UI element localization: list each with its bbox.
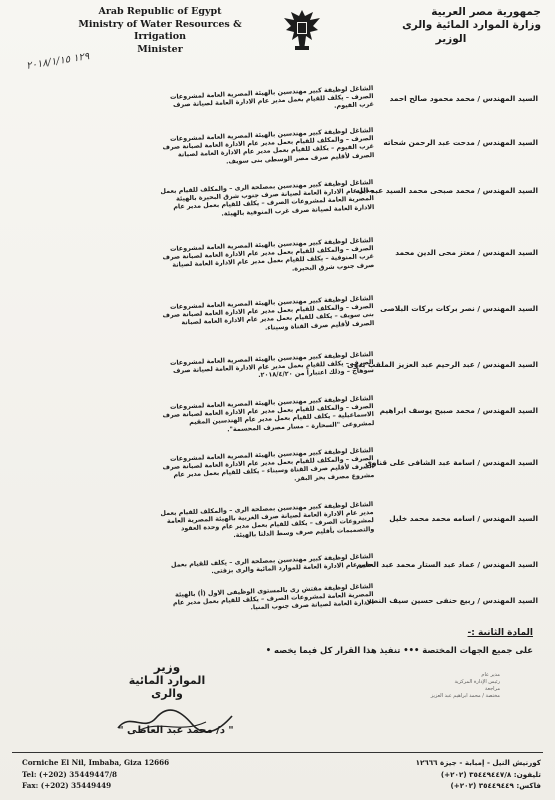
entry-name: السيد المهندس / ربيع حنفى حسين سيف النصر	[366, 596, 538, 605]
entry-duty: الشاغل لوظيفة كبير مهندسين بالهيئة المصرية العامة لمشروعات الصرف – والمكلف للقيام بعمل مدير عام الادارة العامة لصيانة صرف بنى سويف – يكلف للقيام بعمل مدير عام الادارة العامة لصيانة الصرف لأقليم صرف القناة وسيناء.	[162, 294, 375, 332]
minister-name: " د/ محمد عبد العاطى "	[118, 725, 234, 736]
section-two-text: على جميع الجهات المختصة ••• تنفيذ هذا القرار كل فيما يخصه •	[265, 645, 533, 655]
footer-contact-en	[22, 757, 182, 792]
entry-name: السيد المهندس / محمد محمود صالح احمد	[389, 94, 538, 103]
entry-duty: الشاغل لوظيفة مفتش رى بالمستوى الوظيفى الاول (أ) بالهيئة المصرية العامة لمشروعات الصرف – يكلف للقيام بعمل مدير عام الادارة العامة لصيانة صرف جنوب المنيا.	[172, 582, 375, 612]
footer-address-en: Corniche El Nil, Imbaba, Giza 12666	[22, 758, 170, 767]
footer-fax-ar: فاكس: ٣٥٤٤٩٤٤٩ (٢٠٢+)	[450, 781, 541, 790]
entry-name: السيد المهندس / محمد صبحى محمد السيد عبد الله	[355, 186, 538, 195]
entry-name: السيد المهندس / اسامة عبد الشافى على قناوى	[365, 458, 538, 467]
entry-name: السيد المهندس / محمد صبيح يوسف ابراهيم	[379, 406, 538, 415]
entry-duty: الشاغل لوظيفة كبير مهندسين بالهيئة المصرية العامة لمشروعات الصرف – والمكلف للقيام بعمل مدير عام الادارة العامة لصيانة صرف غرب الفيوم – يكلف للقيام بعمل مدير عام الادارة العامة لصيانة الصرف لأقليم صرف مصر الوسطى بنى سويف.	[162, 126, 375, 166]
country-name-en: Arab Republic of Egypt	[98, 6, 222, 17]
eagle-emblem-icon	[280, 6, 324, 54]
letterhead-arabic	[361, 6, 541, 46]
entry-duty: الشاغل لوظيفة كبير مهندسين بالهيئة المصرية العامة لمشروعات الصرف – والمكلف للقيام بعمل مدير عام الادارة العامة لصيانة صرف الصرف لأقليم صرف القناة وسيناء – يكلف للقيام بعمل مدير عام مشروع مصرف بحر البقر.	[162, 446, 375, 483]
entry-duty: الشاغل لوظيفة كبير مهندسين بالهيئة المصرية العامة لمشروعات الصرف – والمكلف للقيام بعمل مدير عام الادارة العامة لصيانة صرف الاسماعيلية – يكلف للقيام بعمل مدير عام الهندسين المقيم لمشروعى "السحارة – مسار مصرف المحسمة".	[162, 394, 375, 434]
entry-duty: الشاغل لوظيفة كبير مهندسين بمصلحة الرى – يكلف للقيام بعمل مدير عام الادارة العامة للموارد المائية والرى بزفتى.	[170, 552, 374, 576]
entry-name: السيد المهندس / اسامه محمد محمد خليل	[389, 514, 538, 523]
minister-signature-block	[112, 660, 222, 700]
office-name-en: Minister	[137, 43, 183, 55]
letterhead-english	[70, 6, 250, 56]
stamp-line: مراجعة	[484, 686, 500, 692]
country-name-ar: جمهورية مصر العربية	[431, 6, 541, 18]
footer-divider	[12, 752, 543, 753]
signature-subtitle: الموارد المائية والرى	[128, 674, 206, 700]
entry-duty: الشاغل لوظيفة كبير مهندسين بالهيئة المصرية العامة لمشروعات الصرف – يكلف للقيام بعمل مدير عام الادارة العامة لصيانة صرف غرب الفيوم.	[169, 84, 375, 111]
ministry-name-en: Ministry of Water Resources & Irrigation	[78, 18, 242, 42]
signature-title: وزير	[153, 660, 181, 674]
stamp-line: رئيس الإدارة المركزية	[454, 679, 500, 685]
entry-duty: الشاغل لوظيفة كبير مهندسين بمصلحة الرى – والمكلف للقيام بعمل مدير عام الادارة العامة لصيانة صرف جنوب شرق البحيرة بالهيئة المصرية العامة لمشروعات الصرف – يكلف للقيام بعمل مدير عام الادارة العامة لصيانة صرف غرب المنوفية بالهيئة.	[160, 178, 375, 218]
entry-duty: الشاغل لوظيفة كبير مهندسين بالهيئة المصرية العامة لمشروعات الصرف – والمكلف للقيام بعمل مدير عام الادارة العامة لصيانة صرف غرب المنوفية – يكلف للقيام بعمل مدير عام الادارة العامة لصيانة صرف جنوب شرق البحيرة.	[162, 236, 375, 273]
footer-phone-ar: تليفون: ٣٥٤٤٩٤٤٧/٨ (٢٠٢+)	[440, 769, 541, 779]
stamp-line: مدير عام	[481, 672, 500, 678]
footer-fax-en: Fax: (+202) 35449449	[22, 781, 112, 790]
entry-name: السيد المهندس / معتز محى الدين محمد	[395, 248, 538, 257]
approval-stamp	[380, 672, 500, 744]
footer-phone-en: Tel: (+202) 35449447/8	[22, 769, 117, 779]
entry-name: السيد المهندس / نصر بركات بركات البلاصى	[380, 304, 538, 313]
entry-name: السيد المهندس / مدحت عبد الرحمن شحاته	[383, 138, 538, 147]
handwritten-reference: ١٢٩ ٢٠١٨/١/١٥	[25, 51, 91, 72]
section-two-heading: المادة الثانية :-	[467, 628, 533, 638]
entry-name: السيد المهندس / عبد الرحيم عبد العزيز الملقب بدوى	[346, 360, 538, 369]
entry-duty: الشاغل لوظيفة كبير مهندسين بمصلحة الرى – والمكلف للقيام بعمل مدير عام الادارة العامة لصيانة صرف الغربية بالهيئة المصرية العامة لمشروعات الصرف – يكلف للقيام بعمل مدير عام وحدة العقود والتصميمات بأقليم صرف وسط الدلتا بالهيئة.	[160, 500, 375, 539]
entry-duty: الشاغل لوظيفة كبير مهندسين بالهيئة المصرية العامة لمشروعات الصرف – يكلف للقيام بعمل مدير عام الادارة العامة لصيانة صرف سوهاج – وذلك اعتباراً من ٢٠١٨/٤/٢٠.	[169, 350, 375, 380]
footer-contact-ar	[391, 757, 541, 792]
entry-name: السيد المهندس / عماد عبد الستار محمد عبد الحليم	[356, 560, 538, 569]
footer-address-ar: كورنيش النيل - إمبابة - جيزة ١٢٦٦٦	[415, 758, 541, 767]
ministry-name-ar: وزارة الموارد المائية والرى	[402, 19, 541, 31]
office-name-ar: الوزير	[435, 33, 467, 45]
stamp-line: مختصة / محمد ابراهيم عبد العزيز	[430, 693, 500, 699]
